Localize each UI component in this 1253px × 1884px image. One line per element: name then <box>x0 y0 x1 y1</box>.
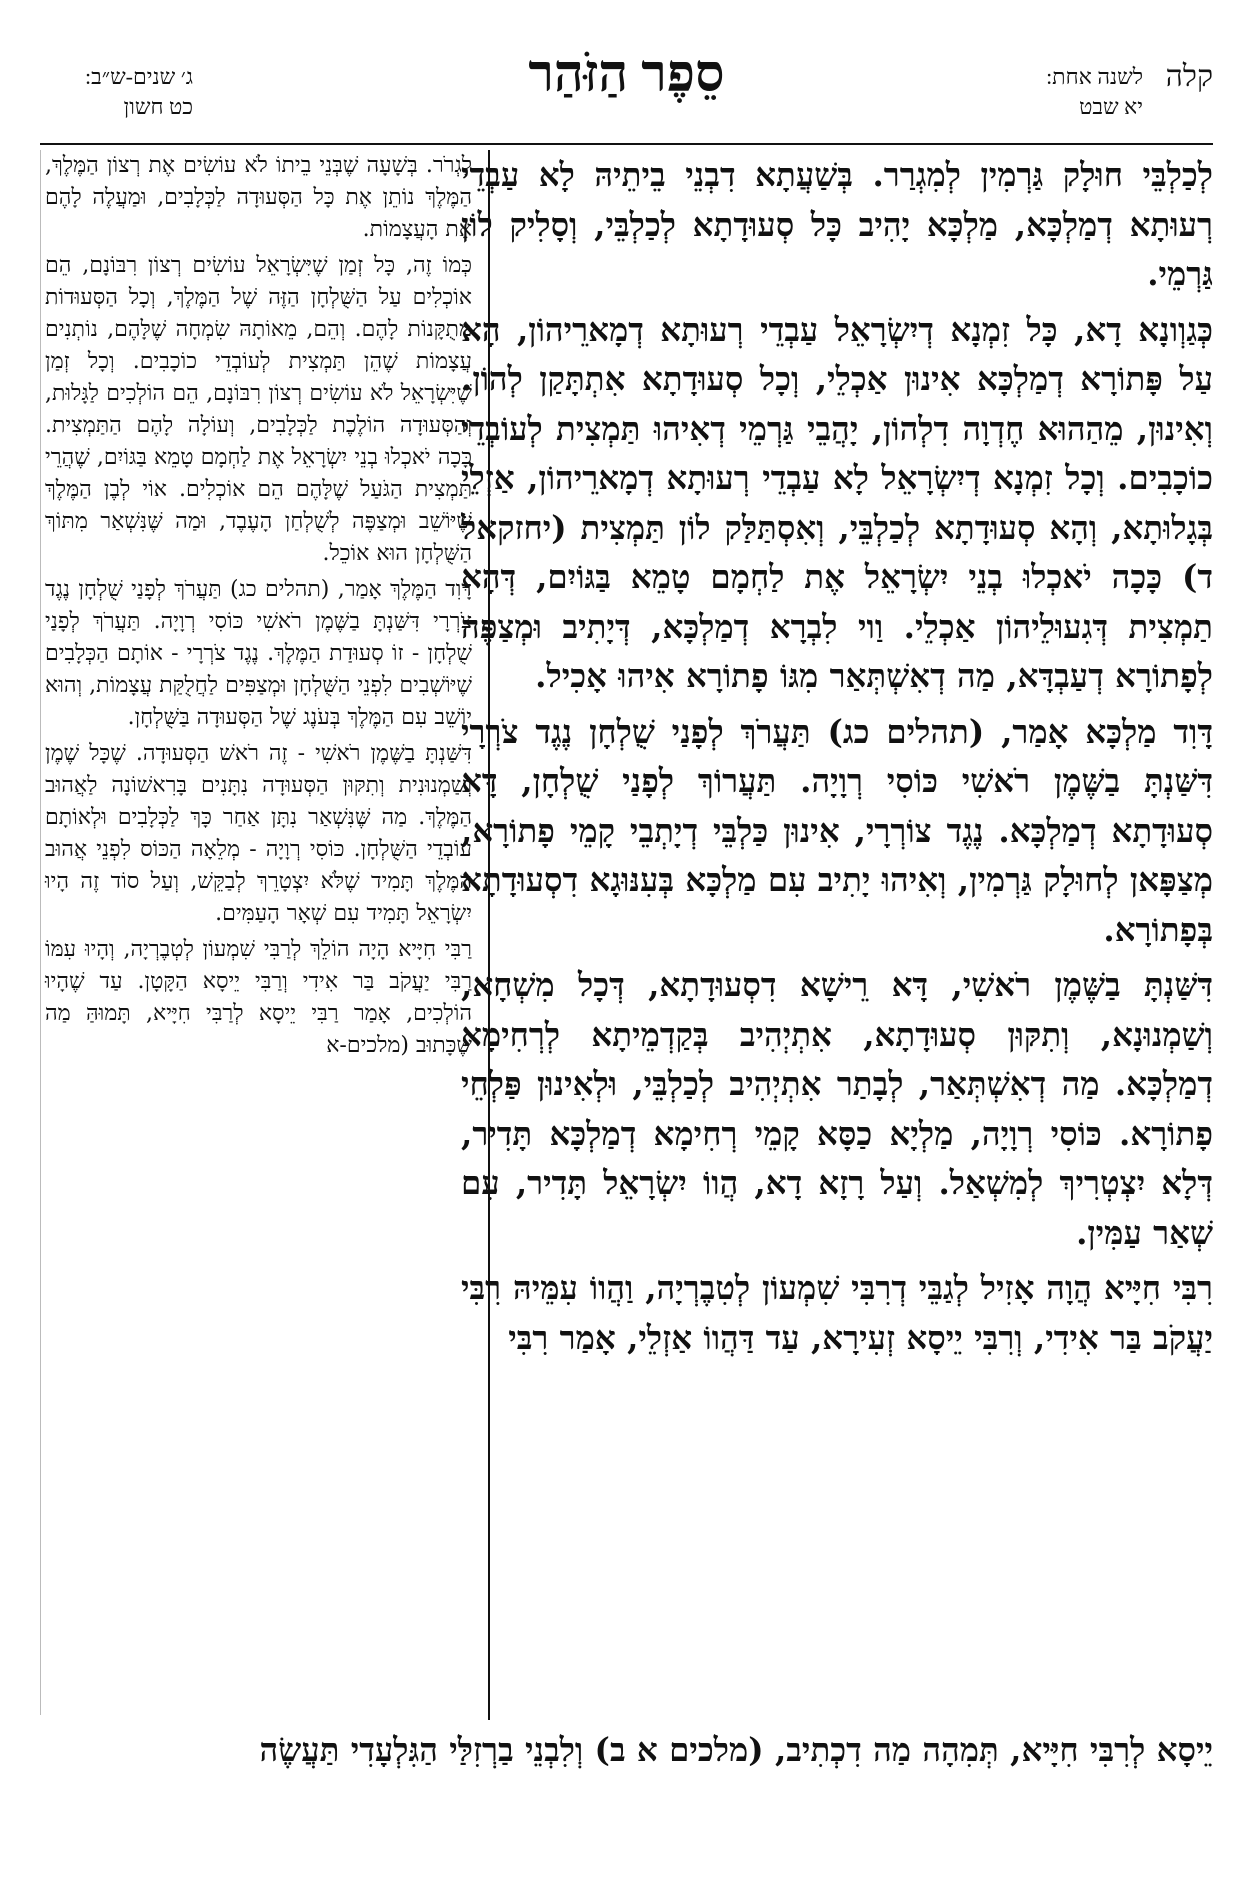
side-paragraph: כְּמוֹ זֶה, כָּל זְמַן שֶׁיִּשְׂרָאֵל עוֹשִׂים רְצוֹן רִבּוֹנָם, הֵם אוֹכְלִים עַל הַשֻּׁלְחָן הַזֶּה שֶׁל הַמֶּלֶךְ, וְכָל הַסְּעוּדוֹת מְתֻקָּנוֹת לָהֶם. וְהֵם, מֵאוֹתָהּ שִׂמְחָה שֶׁלָּהֶם, נוֹתְנִים עֲצָמוֹת שֶׁהֵן תַּמְצִית לְעוֹבְדֵי כוֹכָבִים. וְכָל זְמַן שֶׁיִּשְׂרָאֵל לֹא עוֹשִׂים רְצוֹן רִבּוֹנָם, הֵם הוֹלְכִים לַגָּלוּת, וְהַסְּעוּדָה הוֹלֶכֶת לַכְּלָבִים, וְעוֹלָה לָהֶם הַתַּמְצִית. כָּכָה יֹאכְלוּ בְנֵי יִשְׂרָאֵל אֶת לַחְמָם טָמֵא בַּגּוֹיִם, שֶׁהֲרֵי תַּמְצִית הַגֹּעַל שֶׁלָּהֶם הֵם אוֹכְלִים. אוֹי לְבֶן הַמֶּלֶךְ שֶׁיּוֹשֵׁב וּמְצַפֶּה לְשֻׁלְחַן הָעֶבֶד, וּמַה שֶּׁנִּשְׁאַר מִתּוֹךְ הַשֻּׁלְחָן הוּא אוֹכֵל. <box>45 253 472 566</box>
side-paragraph: דָּוִד הַמֶּלֶךְ אָמַר, (תהלים כג) תַּעֲרֹךְ לְפָנַי שֻׁלְחָן נֶגֶד צֹרְרָי דִּשַּׁנְתָּ בַשֶּׁמֶן רֹאשִׁי כּוֹסִי רְוָיָה. תַּעֲרֹךְ לְפָנַי שֻׁלְחָן - זוֹ סְעוּדַת הַמֶּלֶךְ. נֶגֶד צֹרְרָי - אוֹתָם הַכְּלָבִים שֶׁיּוֹשְׁבִים לִפְנֵי הַשֻּׁלְחָן וּמְצַפִּים לַחֲלֻקַּת עֲצָמוֹת, וְהוּא יוֹשֵׁב עִם הַמֶּלֶךְ בְּעֹנֶג שֶׁל הַסְּעוּדָה בַּשֻּׁלְחָן. <box>45 577 472 730</box>
secondary-line-2: כט חשון <box>123 94 194 119</box>
aramaic-text-column <box>461 150 1213 1715</box>
secondary-line-1: ג׳ שנים-ש״ב: <box>85 64 194 89</box>
main-paragraph: כְּגַוְונָא דָא, כָּל זִמְנָא דְיִשְׂרָאֵל עַבְדֵי רְעוּתָא דְמָארֵיהוֹן, הָא עַל פָּתוֹרָא דְמַלְכָּא אִינוּן אַכְלֵי, וְכָל סְעוּדָתָא אִתְתָּקַן לְהוֹן. וְאִינוּן, מֵהַהוּא חֶדְוָה דִלְהוֹן, יָהֲבֵי גַּרְמֵי דְאִיהוּ תַּמְצִית לְעוֹבְדֵי כוֹכָבִים. וְכָל זִמְנָא דְיִשְׂרָאֵל לָא עַבְדֵי רְעוּתָא דְמָארֵיהוֹן, אַזְלֵי בְּגָלוּתָא, וְהָא סְעוּדָתָא לְכַלְבֵּי, וְאִסְתַּלַּק לוֹן תַּמְצִית (יחזקאל ד) כָּכָה יֹאכְלוּ בְנֵי יִשְׂרָאֵל אֶת לַחְמָם טָמֵא בַּגּוֹיִם, דְּהָא תַמְצִית דְּגִעוּלֵיהוֹן אַכְלֵי. וַוי לִבְרָא דְמַלְכָּא, דְּיָתִיב וּמְצַפֶּה לְפָתוֹרָא דְעַבְדָּא, מַה דְאִשְׁתְּאַר מִגּוֹ פָתוֹרָא אִיהוּ אָכִיל. <box>461 309 1213 695</box>
hebrew-translation-column <box>40 150 472 1715</box>
secondary-schedule <box>85 62 193 122</box>
schedule-line-2: יא שבט <box>1079 94 1143 119</box>
schedule-line-1: לשנה אחת: <box>1046 64 1143 89</box>
main-paragraph: רִבִּי חִיָּיא הֲוָה אָזִיל לְגַבֵּי דְרִבִּי שִׁמְעוֹן לְטִבֶרְיָה, וַהֲווֹ עִמֵּיהּ רִבִּי יַעֲקֹב בַּר אִידִי, וְרִבִּי יֵיסָא זְעִירָא, עַד דַּהֲווֹ אַזְלֵי, אָמַר רִבִּי <box>461 1268 1213 1357</box>
main-paragraph: לְכַלְבֵּי חוּלָק גַּרְמִין לְמִגְרַר. בְּשַׁעֲתָא דִבְנֵי בֵיתֵיהּ לָא עַבְדֵי רְעוּתָא דְמַלְכָּא, מַלְכָּא יָהִיב כָּל סְעוּדָתָא לְכַלְבֵּי, וְסָלִיק לוֹן גַּרְמֵי. <box>461 155 1213 293</box>
page-number: קלה <box>1165 60 1213 93</box>
book-title: סֵפֶר הַזֹּהַר <box>528 46 725 103</box>
column-divider <box>488 150 490 1720</box>
main-paragraph: דָּוִד מַלְכָּא אָמַר, (תהלים כג) תַּעֲרֹךְ לְפָנַי שֻׁלְחָן נֶגֶד צֹרְרָי דִּשַּׁנְתָּ בַשֶּׁמֶן רֹאשִׁי כּוֹסִי רְוָיָה. תַּעֲרוֹךְ לְפָנַי שֻׁלְחָן, דָּא סְעוּדָתָא דְמַלְכָּא. נֶגֶד צוֹרְרָי, אִינוּן כַּלְבֵּי דְיָתְבֵי קָמֵי פָתוֹרָא, מְצַפָּאן לְחוּלָק גַּרְמִין, וְאִיהוּ יָתִיב עִם מַלְכָּא בְּעִנּוּגָא דִסְעוּדָתָא בְּפָתוֹרָא. <box>461 711 1213 949</box>
main-paragraph: דִּשַּׁנְתָּ בַשֶּׁמֶן רֹאשִׁי, דָּא רֵישָׁא דִסְעוּדָתָא, דְּכָל מִשְׁחָא, וְשַׁמְנוּנָא, וְתִקּוּן סְעוּדָתָא, אִתְיְהִיב בְּקַדְמֵיתָא לְרְחִימָא דְמַלְכָּא. מַה דְאִשְׁתְּאַר, לְבָתַר אִתְיְהִיב לְכַלְבֵּי, וּלְאִינוּן פַּלְחֵי פָתוֹרָא. כּוֹסִי רְוָיָה, מַלְיָא כַסָּא קָמֵי רְחִימָא דְמַלְכָּא תָּדִיר, דְּלָא יִצְטְרִיךְ לְמִשְׁאַל. וְעַל רָזָא דָא, הֲווֹ יִשְׂרָאֵל תָּדִיר, עִם שְׁאַר עַמִּין. <box>461 965 1213 1252</box>
side-paragraph: דִּשַּׁנְתָּ בַשֶּׁמֶן רֹאשִׁי - זֶה רֹאשׁ הַסְּעוּדָה. שֶׁכָּל שֶׁמֶן וְשַׁמְנוּנִית וְתִקּוּן הַסְּעוּדָה נִתָּנִים בָּרִאשׁוֹנָה לַאֲהוּב הַמֶּלֶךְ. מַה שֶּׁנִּשְׁאַר נִתָּן אַחַר כָּךְ לַכְּלָבִים וּלְאוֹתָם עוֹבְדֵי הַשֻּׁלְחָן. כּוֹסִי רְוָיָה - מְלֵאָה הַכּוֹס לִפְנֵי אֲהוּב הַמֶּלֶךְ תָּמִיד שֶׁלֹּא יִצְטָרֵךְ לְבַקֵּשׁ, וְעַל סוֹד זֶה הָיוּ יִשְׂרָאֵל תָּמִיד עִם שְׁאָר הָעַמִּים. <box>45 741 472 926</box>
bottom-text-line: יֵיסָא לְרִבִּי חִיָּיא, תְּמִהָה מַה דִכְתִיב, (מלכים א ב) וְלִבְנֵי בַרְזִלַּי הַגִּלְעָדִי תַּעֲשֶׂה <box>259 1730 1213 1769</box>
side-paragraph: רַבִּי חִיָּיא הָיָה הוֹלֵךְ לְרַבִּי שִׁמְעוֹן לְטְבֶרְיָה, וְהָיוּ עִמּוֹ רַבִּי יַעֲקֹב בַּר אִידִי וְרַבִּי יֵיסָא הַקָּטָן. עַד שֶׁהָיוּ הוֹלְכִים, אָמַר רַבִּי יֵיסָא לְרַבִּי חִיָּיא, תָּמוּהַּ מַה שֶּׁכָּתוּב (מלכים-א <box>45 937 472 1058</box>
page-header <box>40 40 1213 140</box>
side-paragraph: לִגְרֹר. בְּשָׁעָה שֶׁבְּנֵי בֵיתוֹ לֹא עוֹשִׂים אֶת רְצוֹן הַמֶּלֶךְ, הַמֶּלֶךְ נוֹתֵן אֶת כָּל הַסְּעוּדָה לַכְּלָבִים, וּמַעֲלֶה לָהֶם אֶת הָעֲצָמוֹת. <box>45 153 472 242</box>
header-rule <box>40 143 1213 145</box>
